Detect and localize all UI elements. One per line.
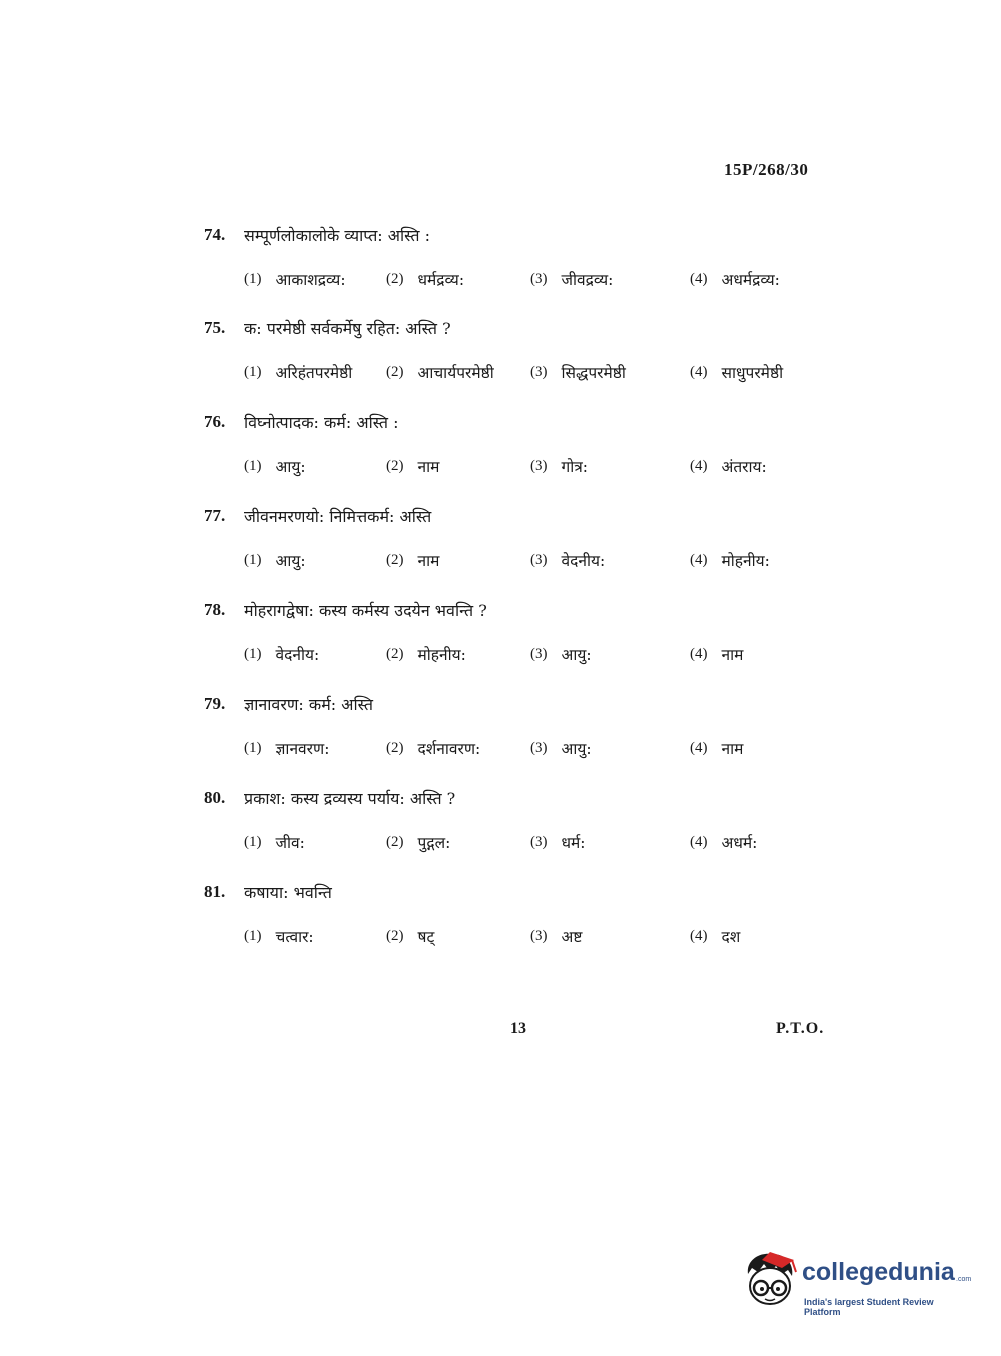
question-78	[204, 595, 844, 669]
question-number: 75.	[204, 318, 226, 337]
option-2: (2) पुद्गल:	[386, 833, 451, 852]
option-3: (3) जीवद्रव्य:	[530, 270, 614, 289]
question-text: ज्ञानावरण: कर्म: अस्ति	[244, 695, 373, 714]
option-1: (1) अरिहंतपरमेष्ठी	[244, 363, 353, 382]
option-1: (1) ज्ञानवरण:	[244, 739, 330, 758]
option-3: (3) वेदनीय:	[530, 551, 606, 570]
option-1: (1) चत्वार:	[244, 927, 314, 946]
paper-code: 15P/268/30	[724, 160, 809, 179]
option-2: (2) मोहनीय:	[386, 645, 466, 664]
question-text: कषाया: भवन्ति	[244, 883, 332, 902]
question-number: 78.	[204, 600, 226, 619]
option-2: (2) दर्शनावरण:	[386, 739, 481, 758]
brand-tld: .com	[956, 1276, 972, 1283]
option-4: (4) साधुपरमेष्ठी	[690, 363, 784, 382]
question-74	[204, 220, 844, 294]
question-number: 74.	[204, 225, 226, 244]
question-number: 79.	[204, 694, 226, 713]
option-2: (2) धर्मद्रव्य:	[386, 270, 465, 289]
question-81	[204, 877, 844, 951]
question-number: 81.	[204, 882, 226, 901]
option-4: (4) मोहनीय:	[690, 551, 770, 570]
question-text: जीवनमरणयो: निमित्तकर्म: अस्ति	[244, 507, 432, 526]
question-75	[204, 313, 844, 387]
option-2: (2) नाम	[386, 457, 440, 476]
option-1: (1) आयु:	[244, 457, 306, 476]
option-2: (2) नाम	[386, 551, 440, 570]
pto-label: P.T.O.	[776, 1020, 825, 1037]
brand-name: collegedunia	[802, 1258, 955, 1286]
option-4: (4) अधर्म:	[690, 833, 758, 852]
question-text: मोहरागद्वेषा: कस्य कर्मस्य उदयेन भवन्ति ?	[244, 601, 487, 620]
option-1: (1) जीव:	[244, 833, 305, 852]
option-3: (3) गोत्र:	[530, 457, 589, 476]
option-3: (3) सिद्धपरमेष्ठी	[530, 363, 626, 382]
option-1: (1) आयु:	[244, 551, 306, 570]
option-3: (3) अष्ट	[530, 927, 583, 946]
question-77	[204, 501, 844, 575]
question-text: सम्पूर्णलोकालोके व्याप्त: अस्ति :	[244, 226, 430, 245]
option-3: (3) आयु:	[530, 739, 592, 758]
option-3: (3) आयु:	[530, 645, 592, 664]
question-80	[204, 783, 844, 857]
option-4: (4) दश	[690, 927, 741, 946]
collegedunia-logo	[742, 1250, 972, 1320]
option-1: (1) वेदनीय:	[244, 645, 320, 664]
option-4: (4) नाम	[690, 739, 744, 758]
option-2: (2) आचार्यपरमेष्ठी	[386, 363, 494, 382]
question-number: 77.	[204, 506, 226, 525]
option-4: (4) अधर्मद्रव्य:	[690, 270, 780, 289]
option-4: (4) नाम	[690, 645, 744, 664]
option-4: (4) अंतराय:	[690, 457, 767, 476]
question-text: विघ्नोत्पादक: कर्म: अस्ति :	[244, 413, 399, 432]
option-1: (1) आकाशद्रव्य:	[244, 270, 346, 289]
option-3: (3) धर्म:	[530, 833, 586, 852]
question-79	[204, 689, 844, 763]
question-number: 80.	[204, 788, 226, 807]
question-text: क: परमेष्ठी सर्वकर्मेषु रहित: अस्ति ?	[244, 319, 451, 338]
brand-tagline: India's largest Student Review Platform	[804, 1297, 934, 1317]
question-number: 76.	[204, 412, 226, 431]
page-number: 13	[510, 1020, 526, 1037]
question-76	[204, 407, 844, 481]
option-2: (2) षट्	[386, 927, 435, 946]
question-text: प्रकाश: कस्य द्रव्यस्य पर्याय: अस्ति ?	[244, 789, 456, 808]
student-mascot-icon	[742, 1250, 800, 1312]
